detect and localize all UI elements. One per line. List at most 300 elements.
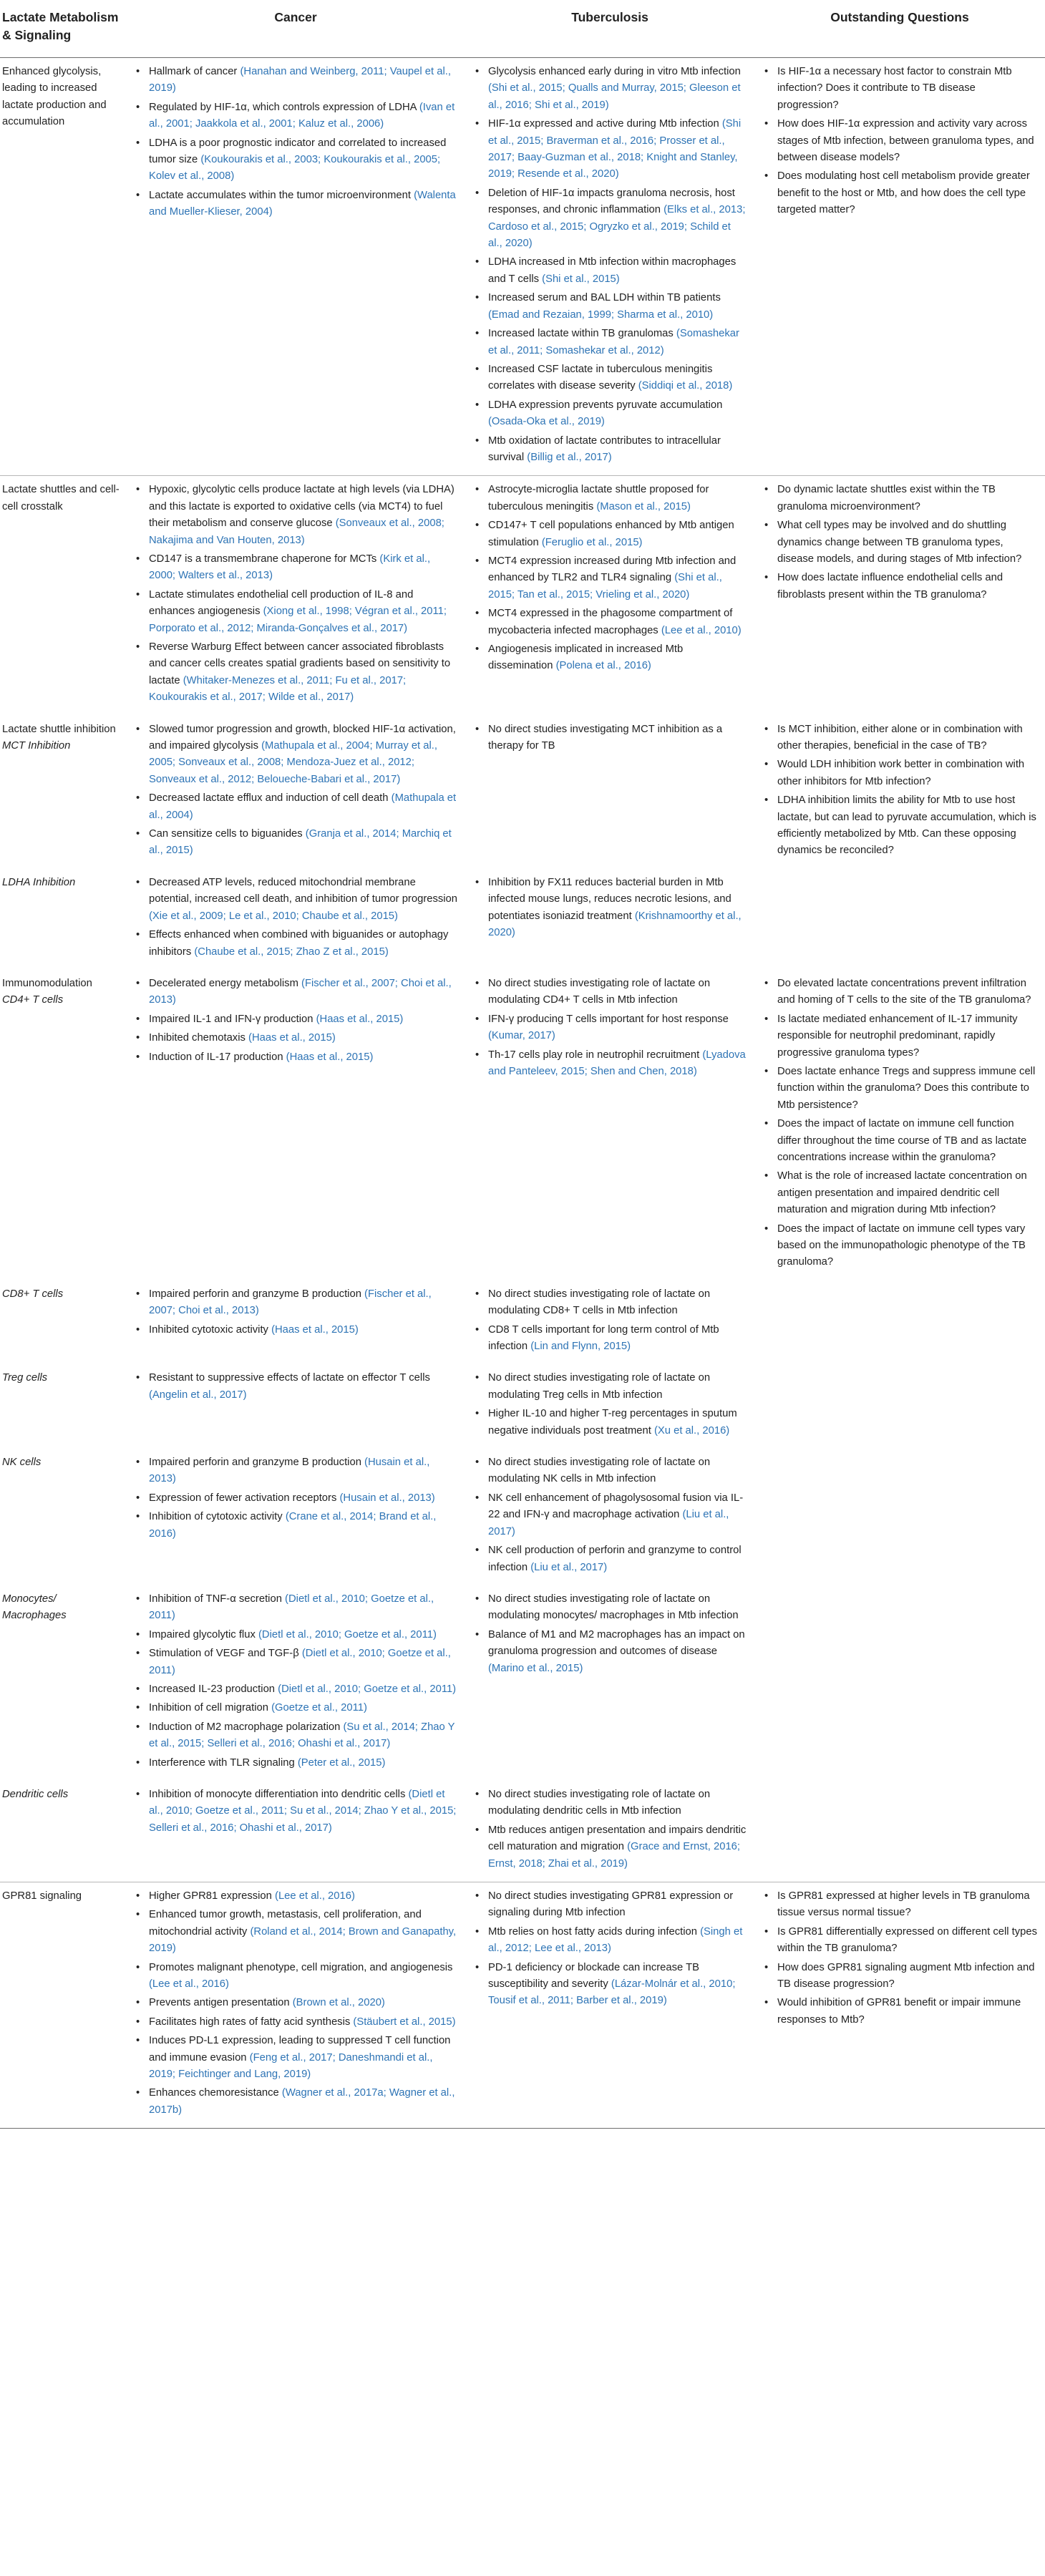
- item-text: Impaired glycolytic flux: [149, 1628, 258, 1641]
- row-sublabel: MCT Inhibition: [2, 740, 71, 752]
- list-item: [133, 587, 458, 637]
- row-label: LDHA Inhibition: [2, 876, 76, 888]
- item-text: IFN-γ producing T cells important for host response: [488, 1013, 729, 1025]
- citation-link[interactable]: (Fischer et al., 2007; Choi et al., 2013): [149, 1288, 432, 1317]
- list-item: [133, 639, 458, 706]
- list-item: [472, 517, 747, 551]
- tuberculosis-cell-list: [472, 1591, 747, 1677]
- list-item: [472, 397, 747, 431]
- citation-link[interactable]: (Granja et al., 2014; Marchiq et al., 2015): [149, 828, 452, 857]
- tuberculosis-cell: [465, 1585, 754, 1781]
- citation-link[interactable]: (Peter et al., 2015): [297, 1756, 386, 1769]
- citation-link[interactable]: (Ivan et al., 2001; Jaakkola et al., 2001; Kaluz et al., 2006): [149, 101, 455, 130]
- cancer-cell-list: [133, 1370, 458, 1404]
- item-text: Stimulation of VEGF and TGF-β: [149, 1648, 302, 1660]
- list-item: [472, 641, 747, 675]
- citation-link[interactable]: (Dietl et al., 2010; Goetze et al., 2011): [258, 1628, 437, 1641]
- questions-cell: [754, 869, 1045, 970]
- cancer-cell: [126, 869, 465, 970]
- list-item: [762, 168, 1038, 218]
- list-item: [133, 875, 458, 925]
- citation-link[interactable]: (Koukourakis et al., 2003; Koukourakis et al., 2005; Kolev et al., 2008): [149, 154, 441, 183]
- cancer-cell-list: [133, 1787, 458, 1837]
- list-item: [762, 1960, 1038, 1993]
- citation-link[interactable]: (Kumar, 2017): [488, 1030, 555, 1042]
- tuberculosis-cell: [465, 716, 754, 869]
- tuberculosis-cell-list: [472, 721, 747, 755]
- citation-link[interactable]: (Sonveaux et al., 2008; Nakajima and Van Houten, 2013): [149, 517, 444, 546]
- row-label-cell: [0, 716, 126, 869]
- list-item: [762, 1168, 1038, 1218]
- item-text: How does GPR81 signaling augment Mtb infection and TB disease progression?: [777, 1961, 1035, 1991]
- item-text: Inhibition of monocyte differentiation into dendritic cells: [149, 1788, 409, 1800]
- list-item: [133, 99, 458, 133]
- row-label-cell: [0, 476, 126, 716]
- list-item: [133, 1509, 458, 1542]
- questions-cell: [754, 1585, 1045, 1781]
- list-item: [133, 64, 458, 97]
- citation-link[interactable]: (Liu et al., 2017): [530, 1561, 608, 1573]
- cancer-cell-list: [133, 1454, 458, 1542]
- item-text: Lactate stimulates endothelial cell production of IL-8 and enhances angiogenesis: [149, 588, 414, 618]
- item-text: No direct studies investigating role of lactate on modulating Treg cells in Mtb infection: [488, 1372, 711, 1401]
- citation-link[interactable]: (Krishnamoorthy et al., 2020): [488, 910, 742, 939]
- list-item: [762, 1888, 1038, 1922]
- cancer-cell: [126, 1781, 465, 1882]
- tuberculosis-cell: [465, 476, 754, 716]
- citation-link[interactable]: (Angelin et al., 2017): [149, 1389, 247, 1401]
- item-text: Mtb oxidation of lactate contributes to intracellular survival: [488, 434, 721, 463]
- list-item: [133, 188, 458, 221]
- citation-link[interactable]: (Lázar-Molnár et al., 2010; Tousif et al., 2011; Barber et al., 2019): [488, 1978, 736, 2007]
- item-text: HIF-1α expressed and active during Mtb infection: [488, 118, 722, 130]
- item-text: LDHA inhibition limits the ability for Mtb to use host lactate, but can lead to pyruvate accumulation, which is efficiently metabolized by Mtb. Can these opposing dynamics be reconciled?: [777, 794, 1036, 857]
- row-label-cell: [0, 1449, 126, 1585]
- list-item: [472, 1822, 747, 1872]
- item-text: Effects enhanced when combined with biguanides or autophagy inhibitors: [149, 929, 449, 958]
- list-item: [472, 875, 747, 942]
- item-text: What is the role of increased lactate concentration on antigen presentation and impaired dendritic cell maturation and migration during Mtb infection?: [777, 1170, 1027, 1216]
- cancer-cell-list: [133, 875, 458, 961]
- item-text: LDHA is a poor prognostic indicator and correlated to increased tumor size: [149, 137, 447, 166]
- item-text: PD-1 deficiency or blockade can increase TB susceptibility and severity: [488, 1961, 699, 1991]
- item-text: Decreased lactate efflux and induction of cell death: [149, 792, 392, 805]
- tuberculosis-cell: [465, 869, 754, 970]
- list-item: [472, 290, 747, 324]
- item-text: Glycolysis enhanced early during in vitro Mtb infection: [488, 66, 741, 77]
- item-text: No direct studies investigating role of lactate on modulating NK cells in Mtb infection: [488, 1457, 711, 1485]
- questions-cell: [754, 476, 1045, 716]
- item-text: Would inhibition of GPR81 benefit or impair immune responses to Mtb?: [777, 1997, 1021, 2026]
- header-lactate-metabolism: Lactate Metabolism & Signaling: [0, 0, 126, 58]
- citation-link[interactable]: (Chaube et al., 2015; Zhao Z et al., 2015): [194, 946, 389, 958]
- list-item: [472, 1787, 747, 1820]
- list-item: [472, 1286, 747, 1320]
- row-label-cell: [0, 58, 126, 476]
- list-item: [133, 1960, 458, 1993]
- tuberculosis-cell-list: [472, 482, 747, 674]
- citation-link[interactable]: (Shi et al., 2015; Braverman et al., 2016; Prosser et al., 2017; Baay-Guzman et al., 2018; Knight and Stanley, 2019; Resende et al., 2020): [488, 118, 742, 180]
- table-row: [0, 1882, 1045, 2129]
- cancer-cell-list: [133, 976, 458, 1066]
- citation-link[interactable]: (Goetze et al., 2011): [271, 1702, 367, 1714]
- citation-link[interactable]: (Xu et al., 2016): [653, 1424, 730, 1437]
- list-item: [762, 1221, 1038, 1271]
- citation-link[interactable]: (Haas et al., 2015): [271, 1323, 359, 1336]
- header-cancer: Cancer: [126, 0, 465, 58]
- cancer-cell-list: [133, 482, 458, 706]
- item-text: Inhibition of cytotoxic activity: [149, 1511, 286, 1523]
- item-text: Is lactate mediated enhancement of IL-17 immunity responsible for neutrophil predominant, rapidly progressive granuloma types?: [777, 1013, 1018, 1059]
- list-item: [472, 1924, 747, 1958]
- citation-link[interactable]: (Xiong et al., 1998; Végran et al., 2011; Porporato et al., 2012; Miranda-Gonçalves et al., 2017): [149, 606, 447, 634]
- citation-link[interactable]: (Mason et al., 2015): [596, 500, 691, 512]
- citation-link[interactable]: (Dietl et al., 2010; Goetze et al., 2011): [278, 1683, 457, 1695]
- item-text: Inhibition by FX11 reduces bacterial burden in Mtb infected mouse lungs, reduces necrotic lesions, and potentiates isoniazid treatment: [488, 876, 732, 922]
- citation-link[interactable]: (Osada-Oka et al., 2019): [488, 416, 605, 428]
- item-text: Prevents antigen presentation: [149, 1997, 293, 2009]
- questions-cell: [754, 1364, 1045, 1449]
- list-item: [133, 1322, 458, 1338]
- citation-link[interactable]: (Walenta and Mueller-Klieser, 2004): [149, 189, 456, 218]
- item-text: Inhibited cytotoxic activity: [149, 1323, 272, 1336]
- row-label-cell: [0, 869, 126, 970]
- item-text: Higher IL-10 and higher T-reg percentages in sputum negative individuals post treatment: [488, 1408, 737, 1437]
- list-item: [133, 135, 458, 185]
- questions-cell-list: [762, 721, 1038, 860]
- citation-link[interactable]: (Haas et al., 2015): [286, 1051, 374, 1063]
- item-text: Inhibition of TNF-α secretion: [149, 1593, 286, 1605]
- row-label-cell: [0, 1280, 126, 1365]
- citation-link[interactable]: (Grace and Ernst, 2016; Ernst, 2018; Zhai et al., 2019): [488, 1841, 741, 1870]
- cancer-cell: [126, 1449, 465, 1585]
- list-item: [472, 482, 747, 515]
- citation-link[interactable]: (Whitaker-Menezes et al., 2011; Fu et al., 2017; Koukourakis et al., 2017; Wilde et al., 2017): [149, 674, 407, 704]
- list-item: [472, 1591, 747, 1625]
- citation-link[interactable]: (Stäubert et al., 2015): [353, 2016, 456, 2028]
- list-item: [472, 326, 747, 359]
- tuberculosis-cell-list: [472, 1370, 747, 1439]
- list-item: [472, 1542, 747, 1576]
- list-item: [133, 2085, 458, 2119]
- citation-link[interactable]: (Xie et al., 2009; Le et al., 2010; Chaube et al., 2015): [149, 910, 398, 922]
- tuberculosis-cell: [465, 58, 754, 476]
- cancer-cell-list: [133, 64, 458, 221]
- citation-link[interactable]: (Dietl et al., 2010; Goetze et al., 2011): [149, 1593, 434, 1622]
- row-label-cell: [0, 1364, 126, 1449]
- item-text: No direct studies investigating role of lactate on modulating CD8+ T cells in Mtb infection: [488, 1288, 711, 1317]
- cancer-cell-list: [133, 1888, 458, 2119]
- citation-link[interactable]: (Hanahan and Weinberg, 2011; Vaupel et al., 2019): [149, 66, 451, 94]
- citation-link[interactable]: (Kirk et al., 2000; Walters et al., 2013): [149, 553, 431, 582]
- item-text: Deletion of HIF-1α impacts granuloma necrosis, host responses, and chronic inflammation: [488, 187, 735, 216]
- tuberculosis-cell-list: [472, 875, 747, 942]
- tuberculosis-cell: [465, 1364, 754, 1449]
- citation-link[interactable]: (Crane et al., 2014; Brand et al., 2016): [149, 1511, 437, 1540]
- item-text: What cell types may be involved and do shuttling dynamics change between TB granuloma types, disease models, and during stages of Mtb infection?: [777, 520, 1022, 565]
- list-item: [133, 1995, 458, 2011]
- cancer-cell: [126, 1882, 465, 2129]
- item-text: Decelerated energy metabolism: [149, 977, 302, 989]
- row-label: Lactate shuttles and cell-cell crosstalk: [2, 484, 120, 512]
- item-text: Hallmark of cancer: [149, 66, 240, 77]
- list-item: [133, 1646, 458, 1679]
- item-text: Does lactate enhance Tregs and suppress immune cell function within the granuloma? Does this contribute to Mtb persistence?: [777, 1065, 1036, 1111]
- item-text: Expression of fewer activation receptors: [149, 1492, 340, 1504]
- tuberculosis-cell-list: [472, 1888, 747, 2010]
- table-body: [0, 58, 1045, 2129]
- item-text: Lactate accumulates within the tumor microenvironment: [149, 189, 414, 201]
- cancer-cell: [126, 476, 465, 716]
- table-row: [0, 970, 1045, 1280]
- item-text: Balance of M1 and M2 macrophages has an impact on granuloma progression and outcomes of disease: [488, 1628, 745, 1658]
- item-text: Increased lactate within TB granulomas: [488, 328, 676, 340]
- table-row: [0, 869, 1045, 970]
- row-label-cell: [0, 1585, 126, 1781]
- list-item: [133, 482, 458, 549]
- list-item: [472, 1370, 747, 1404]
- list-item: [762, 757, 1038, 790]
- cancer-cell: [126, 58, 465, 476]
- questions-cell-list: [762, 1888, 1038, 2028]
- citation-link[interactable]: (Dietl et al., 2010; Goetze et al., 2011; Su et al., 2014; Zhao Y et al., 2015; Selleri et al., 2016; Ohashi et al., 2017): [149, 1788, 457, 1834]
- list-item: [472, 1011, 747, 1045]
- citation-link[interactable]: (Dietl et al., 2010; Goetze et al., 2011): [149, 1648, 451, 1676]
- list-item: [472, 433, 747, 467]
- table-row: [0, 1781, 1045, 1882]
- item-text: Can sensitize cells to biguanides: [149, 828, 306, 840]
- list-item: [133, 551, 458, 585]
- list-item: [133, 927, 458, 961]
- list-item: [762, 721, 1038, 755]
- table-row: [0, 58, 1045, 476]
- questions-cell: [754, 1449, 1045, 1585]
- tuberculosis-cell: [465, 1449, 754, 1585]
- list-item: [133, 1888, 458, 1905]
- citation-link[interactable]: (Su et al., 2014; Zhao Y et al., 2015; Selleri et al., 2016; Ohashi et al., 2017): [149, 1721, 455, 1750]
- list-item: [762, 792, 1038, 860]
- list-item: [472, 1627, 747, 1677]
- list-item: [762, 482, 1038, 515]
- row-label: Lactate shuttle inhibition: [2, 723, 116, 735]
- cancer-cell-list: [133, 1591, 458, 1771]
- item-text: NK cell production of perforin and granzyme to control infection: [488, 1545, 742, 1573]
- citation-link[interactable]: (Shi et al., 2015; Tan et al., 2015; Vrieling et al., 2020): [488, 572, 722, 601]
- tuberculosis-cell-list: [472, 1787, 747, 1872]
- questions-cell: [754, 970, 1045, 1280]
- list-item: [472, 1047, 747, 1081]
- row-label-cell: [0, 970, 126, 1280]
- citation-link[interactable]: (Mathupala et al., 2004; Murray et al., 2005; Sonveaux et al., 2008; Mendoza-Juez et al., 2012; Sonveaux et al., 2012; Beloueche-Babari et al., 2017): [149, 740, 438, 785]
- citation-link[interactable]: (Singh et al., 2012; Lee et al., 2013): [488, 1925, 743, 1955]
- item-text: Mtb relies on host fatty acids during infection: [488, 1925, 701, 1938]
- item-text: Do dynamic lactate shuttles exist within the TB granuloma microenvironment?: [777, 484, 996, 512]
- item-text: Slowed tumor progression and growth, blocked HIF-1α activation, and impaired glycolysis: [149, 723, 456, 752]
- list-item: [133, 1011, 458, 1028]
- row-label: NK cells: [2, 1457, 42, 1469]
- tuberculosis-cell: [465, 970, 754, 1280]
- item-text: Higher GPR81 expression: [149, 1890, 276, 1902]
- row-label: Immunomodulation: [2, 977, 92, 989]
- table-row: [0, 1585, 1045, 1781]
- citation-link[interactable]: (Wagner et al., 2017a; Wagner et al., 2017b): [149, 2087, 455, 2116]
- cancer-cell: [126, 1585, 465, 1781]
- list-item: [133, 1490, 458, 1507]
- list-item: [133, 826, 458, 860]
- item-text: MCT4 expressed in the phagosome compartment of mycobacteria infected macrophages: [488, 608, 733, 636]
- list-item: [762, 570, 1038, 603]
- questions-cell: [754, 1280, 1045, 1365]
- list-item: [472, 64, 747, 114]
- item-text: Th-17 cells play role in neutrophil recruitment: [488, 1049, 703, 1061]
- list-item: [133, 1755, 458, 1771]
- row-label: Monocytes/ Macrophages: [2, 1593, 67, 1622]
- questions-cell: [754, 716, 1045, 869]
- citation-link[interactable]: (Haas et al., 2015): [316, 1013, 404, 1025]
- list-item: [472, 976, 747, 1009]
- questions-cell: [754, 1781, 1045, 1882]
- questions-cell: [754, 1882, 1045, 2129]
- item-text: No direct studies investigating role of lactate on modulating dendritic cells in Mtb infection: [488, 1788, 711, 1817]
- list-item: [133, 721, 458, 789]
- table-row: [0, 1449, 1045, 1585]
- item-text: Interference with TLR signaling: [149, 1756, 298, 1769]
- list-item: [472, 1406, 747, 1439]
- citation-link[interactable]: (Shi et al., 2015; Qualls and Murray, 2015; Gleeson et al., 2016; Shi et al., 2019): [488, 82, 741, 111]
- citation-link[interactable]: (Marino et al., 2015): [488, 1662, 583, 1674]
- item-text: How does lactate influence endothelial cells and fibroblasts present within the TB granuloma?: [777, 572, 1003, 601]
- tuberculosis-cell-list: [472, 976, 747, 1080]
- citation-link[interactable]: (Husain et al., 2013): [339, 1492, 435, 1504]
- citation-link[interactable]: (Brown et al., 2020): [292, 1997, 385, 2009]
- list-item: [762, 1116, 1038, 1166]
- row-label: GPR81 signaling: [2, 1890, 82, 1902]
- citation-link[interactable]: (Elks et al., 2013; Cardoso et al., 2015; Ogryzko et al., 2019; Schild et al., 2020): [488, 204, 746, 250]
- row-sublabel: CD4+ T cells: [2, 994, 64, 1006]
- list-item: [472, 606, 747, 639]
- list-item: [472, 1490, 747, 1540]
- citation-link[interactable]: (Feruglio et al., 2015): [541, 536, 643, 548]
- citation-link[interactable]: (Lin and Flynn, 2015): [530, 1341, 631, 1353]
- citation-link[interactable]: (Emad and Rezaian, 1999; Sharma et al., 2010): [488, 308, 714, 321]
- citation-link[interactable]: (Lee et al., 2016): [275, 1890, 355, 1902]
- list-item: [133, 1700, 458, 1716]
- tuberculosis-cell-list: [472, 64, 747, 466]
- list-item: [472, 1888, 747, 1922]
- cancer-cell-list: [133, 1286, 458, 1338]
- item-text: Is GPR81 expressed at higher levels in TB granuloma tissue versus normal tissue?: [777, 1890, 1030, 1919]
- item-text: MCT4 expression increased during Mtb infection and enhanced by TLR2 and TLR4 signaling: [488, 555, 737, 584]
- citation-link[interactable]: (Billig et al., 2017): [527, 451, 612, 463]
- list-item: [133, 1286, 458, 1320]
- item-text: Do elevated lactate concentrations prevent infiltration and homing of T cells to the site of the TB granuloma?: [777, 977, 1031, 1006]
- item-text: Angiogenesis implicated in increased Mtb dissemination: [488, 643, 684, 672]
- cancer-cell: [126, 1364, 465, 1449]
- item-text: Enhanced tumor growth, metastasis, cell proliferation, and mitochondrial activity: [149, 1909, 422, 1938]
- table-row: [0, 1364, 1045, 1449]
- citation-link[interactable]: (Haas et al., 2015): [248, 1032, 336, 1044]
- citation-link[interactable]: (Polena et al., 2016): [555, 660, 651, 672]
- item-text: LDHA increased in Mtb infection within macrophages and T cells: [488, 256, 737, 285]
- list-item: [762, 1924, 1038, 1958]
- row-label-cell: [0, 1781, 126, 1882]
- citation-link[interactable]: (Husain et al., 2013): [149, 1457, 430, 1485]
- item-text: Increased serum and BAL LDH within TB patients: [488, 292, 721, 304]
- list-item: [472, 1960, 747, 2010]
- citation-link[interactable]: (Lee et al., 2016): [149, 1978, 229, 1991]
- tuberculosis-cell: [465, 1882, 754, 2129]
- item-text: Impaired perforin and granzyme B production: [149, 1457, 365, 1469]
- citation-link[interactable]: (Fischer et al., 2007; Choi et al., 2013): [149, 977, 452, 1006]
- citation-link[interactable]: (Siddiqi et al., 2018): [638, 380, 733, 392]
- citation-link[interactable]: (Feng et al., 2017; Daneshmandi et al., 2019; Feichtinger and Lang, 2019): [149, 2051, 433, 2081]
- item-text: Inhibited chemotaxis: [149, 1032, 249, 1044]
- tuberculosis-cell-list: [472, 1286, 747, 1356]
- list-item: [133, 1719, 458, 1753]
- list-item: [472, 185, 747, 253]
- item-text: Is HIF-1α a necessary host factor to constrain Mtb infection? Does it contribute to TB disease progression?: [777, 66, 1012, 111]
- list-item: [762, 116, 1038, 166]
- list-item: [133, 1787, 458, 1837]
- item-text: Impaired perforin and granzyme B production: [149, 1288, 365, 1300]
- table-row: [0, 1280, 1045, 1365]
- list-item: [133, 2033, 458, 2083]
- cancer-cell: [126, 716, 465, 869]
- cancer-cell-list: [133, 721, 458, 860]
- citation-link[interactable]: (Liu et al., 2017): [488, 1509, 729, 1537]
- questions-cell: [754, 58, 1045, 476]
- citation-link[interactable]: (Shi et al., 2015): [542, 273, 620, 285]
- item-text: Decreased ATP levels, reduced mitochondrial membrane potential, increased cell death, and inhibition of tumor progression: [149, 876, 458, 905]
- item-text: CD147+ T cell populations enhanced by Mtb antigen stimulation: [488, 520, 734, 548]
- item-text: Does the impact of lactate on immune cell types vary based on the immunopathologic phenotype of the TB granuloma?: [777, 1223, 1026, 1268]
- item-text: Resistant to suppressive effects of lactate on effector T cells: [149, 1372, 430, 1384]
- list-item: [133, 2014, 458, 2031]
- item-text: Is MCT inhibition, either alone or in combination with other therapies, beneficial in the case of TB?: [777, 723, 1023, 752]
- item-text: Impaired IL-1 and IFN-γ production: [149, 1013, 316, 1025]
- item-text: Enhances chemoresistance: [149, 2087, 282, 2099]
- citation-link[interactable]: (Mathupala et al., 2004): [149, 792, 457, 821]
- item-text: No direct studies investigating role of lactate on modulating CD4+ T cells in Mtb infection: [488, 977, 711, 1006]
- citation-link[interactable]: (Lyadova and Panteleev, 2015; Shen and Chen, 2018): [488, 1049, 746, 1077]
- item-text: Regulated by HIF-1α, which controls expression of LDHA: [149, 101, 419, 113]
- citation-link[interactable]: (Lee et al., 2010): [661, 624, 742, 636]
- table-row: [0, 476, 1045, 716]
- list-item: [472, 553, 747, 603]
- item-text: Hypoxic, glycolytic cells produce lactate at high levels (via LDHA) and this lactate is exported to oxidative cells (via MCT4) to fuel their metabolism and conserve glucose: [149, 484, 455, 530]
- citation-link[interactable]: (Roland et al., 2014; Brown and Ganapathy, 2019): [149, 1925, 457, 1955]
- row-label: Enhanced glycolysis, leading to increased lactate production and accumulation: [2, 66, 107, 128]
- row-label: Treg cells: [2, 1372, 48, 1384]
- row-label-cell: [0, 1882, 126, 2129]
- citation-link[interactable]: (Somashekar et al., 2011; Somashekar et al., 2012): [488, 328, 739, 356]
- cancer-cell: [126, 1280, 465, 1365]
- item-text: CD147 is a transmembrane chaperone for MCTs: [149, 553, 380, 565]
- item-text: No direct studies investigating role of lactate on modulating monocytes/ macrophages in Mtb infection: [488, 1593, 739, 1622]
- questions-cell-list: [762, 482, 1038, 603]
- questions-cell-list: [762, 976, 1038, 1271]
- header-tuberculosis: Tuberculosis: [465, 0, 754, 58]
- header-outstanding-questions: Outstanding Questions: [754, 0, 1045, 58]
- list-item: [133, 976, 458, 1009]
- table-row: [0, 716, 1045, 869]
- item-text: How does HIF-1α expression and activity vary across stages of Mtb infection, between granuloma types, and between disease models?: [777, 118, 1034, 164]
- list-item: [762, 64, 1038, 114]
- item-text: Facilitates high rates of fatty acid synthesis: [149, 2016, 354, 2028]
- list-item: [133, 1627, 458, 1643]
- list-item: [472, 1454, 747, 1488]
- row-label: Dendritic cells: [2, 1788, 69, 1800]
